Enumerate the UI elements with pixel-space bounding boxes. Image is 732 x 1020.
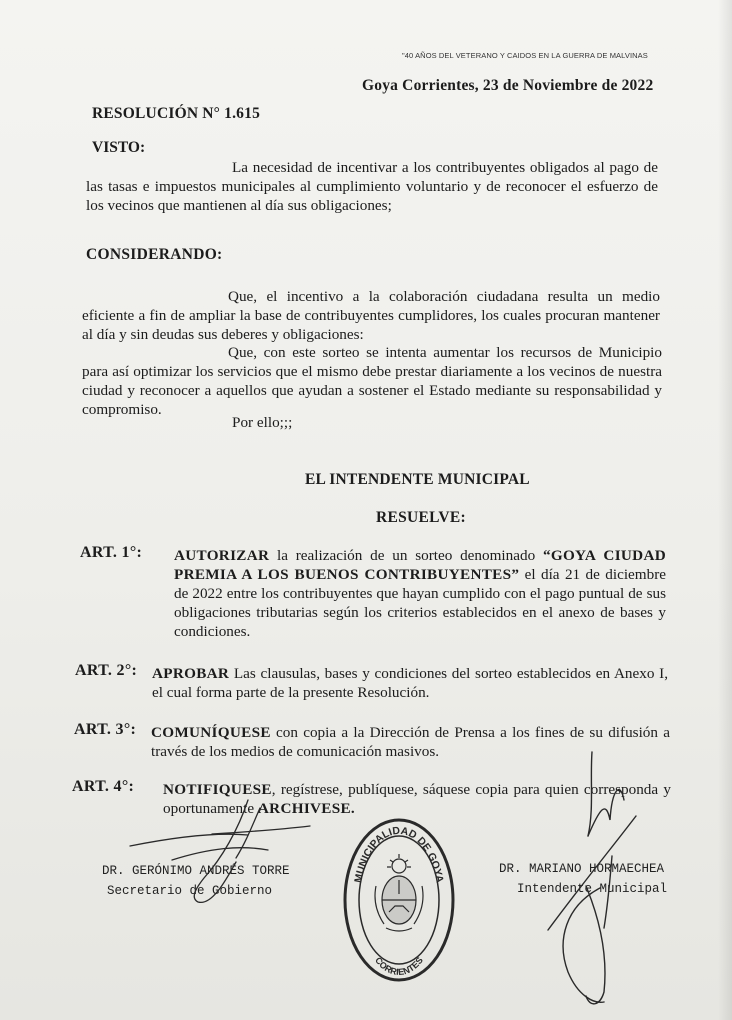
article-2-label: ART. 2°: [75,662,138,679]
visto-heading: VISTO: [92,139,146,156]
article-1-text-a: la realización de un sorteo denominado [269,547,543,564]
article-1-text-b: el día 21 de diciembre de 2022 entre los contribuyentes que hayan cumplido con el pago puntual de sus obligaciones tributarias según los criterios establecidos en el anexo de bases y condiciones. [174,566,666,640]
article-3-label: ART. 3°: [74,721,137,738]
article-4-body [163,780,671,818]
municipal-seal [342,816,456,984]
authority-title: EL INTENDENTE MUNICIPAL [305,471,530,488]
article-4-label: ART. 4°: [72,778,135,795]
resolves-heading: RESUELVE: [376,509,466,526]
considerando-paragraph-2: Que, con este sorteo se intenta aumentar los recursos de Municipio para así optimizar los servicios que el mismo debe prestar diariamente a los vecinos de nuestra ciudad y reconocer a aquellos que ayudan a sostener el Estado mediante su responsabilidad y compromiso. [82,344,662,418]
article-2-body [152,664,668,702]
seal-top-text: MUNICIPALIDAD DE GOYA [352,824,446,884]
article-1-verb: AUTORIZAR [174,547,270,564]
article-1-highlight: “GOYA CIUDAD PREMIA A LOS BUENOS CONTRIBUYENTES” [174,547,666,583]
visto-text: La necesidad de incentivar a los contribuyentes obligados al pago de las tasas e impuestos municipales al cumplimiento voluntario y de reconocer el esfuerzo de los vecinos que mantienen al día sus obligaciones; [86,159,658,214]
article-1-label: ART. 1°: [80,544,143,561]
article-3-text-a: con copia a la Dirección de Prensa a los fines de su difusión a través de los medios de comunicación masivos. [151,724,670,760]
coat-of-arms-icon [375,854,423,931]
considerando-closing: Por ello;;; [232,414,293,431]
seal-bottom-text: CORRIENTES [373,955,425,978]
document-date: Goya Corrientes, 23 de Noviembre de 2022 [362,77,654,94]
article-4-text-a: , regístrese, publíquese, sáquese copia para quien corresponda y oportunamente [163,781,671,817]
article-3-verb: COMUNÍQUESE [151,724,271,741]
considerando-paragraph-1: Que, el incentivo a la colaboración ciudadana resulta un medio eficiente a fin de ampliar la base de contribuyentes cumplidores, los cuales procuran mantener al día y sin deudas sus deberes y obligaciones: [82,288,660,343]
article-3-body [151,723,670,761]
article-4-highlight: ARCHIVESE. [257,800,356,817]
left-signatory-name: DR. GERÓNIMO ANDRÉS TORRE [102,864,290,878]
article-4-verb: NOTIFIQUESE [163,781,272,798]
resolution-number: RESOLUCIÓN N° 1.615 [92,105,261,122]
header-motto: "40 AÑOS DEL VETERANO Y CAIDOS EN LA GUERRA DE MALVINAS [402,51,648,60]
article-1-body [174,546,666,641]
article-2-verb: APROBAR [152,665,230,682]
considerando-heading: CONSIDERANDO: [86,246,223,263]
right-signatory-name: DR. MARIANO HORMAECHEA [499,862,665,876]
article-2-text-a: Las clausulas, bases y condiciones del sorteo establecidos en Anexo I, el cual forma parte de la presente Resolución. [152,665,668,701]
right-signatory-title: Intendente Municipal [517,882,668,896]
page-edge-shadow [718,0,732,1020]
left-signatory-title: Secretario de Gobierno [107,884,273,898]
